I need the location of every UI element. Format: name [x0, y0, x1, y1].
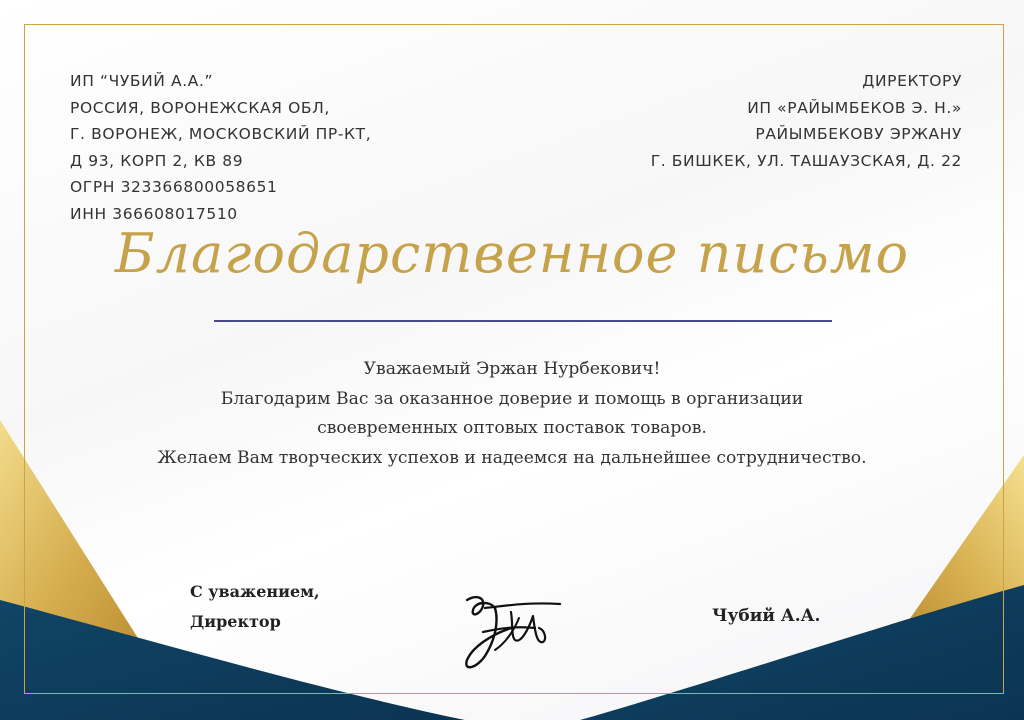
sender-line: ИП “ЧУБИЙ А.А.”	[70, 72, 214, 90]
body-line: своевременных оптовых поставок товаров.	[317, 418, 707, 438]
sender-line: РОССИЯ, ВОРОНЕЖСКАЯ ОБЛ,	[70, 98, 330, 117]
body-line: Благодарим Вас за оказанное доверие и помощь в организации	[220, 388, 804, 409]
closing-regards: С уважением,	[190, 582, 320, 601]
sender-line: ИНН 366608017510	[70, 204, 238, 223]
sender-address	[70, 68, 371, 228]
recipient-line: РАЙЫМБЕКОВУ ЭРЖАНУ	[755, 125, 962, 144]
greeting-line: Уважаемый Эржан Нурбекович!	[363, 359, 661, 379]
sender-line: Г. ВОРОНЕЖ, МОСКОВСКИЙ ПР-КТ,	[70, 125, 372, 144]
recipient-address	[651, 68, 962, 174]
recipient-line: Г. БИШКЕК, УЛ. ТАШАУЗСКАЯ, Д. 22	[650, 151, 962, 170]
closing-block	[190, 577, 320, 637]
sender-line: Д 93, КОРП 2, КВ 89	[70, 151, 244, 170]
signer-name: Чубий А.А.	[712, 606, 821, 626]
title-underline	[214, 320, 832, 322]
recipient-line: ДИРЕКТОРУ	[862, 72, 962, 90]
closing-position: Директор	[190, 612, 281, 631]
sender-line: ОГРН 323366800058651	[70, 178, 278, 197]
letter-body	[0, 355, 1024, 473]
handwritten-signature	[455, 588, 570, 678]
body-line: Желаем Вам творческих успехов и надеемся на дальнейшее сотрудничество.	[157, 447, 867, 468]
recipient-line: ИП «РАЙЫМБЕКОВ Э. Н.»	[747, 98, 962, 117]
letter-title: Благодарственное письмо	[114, 222, 910, 285]
